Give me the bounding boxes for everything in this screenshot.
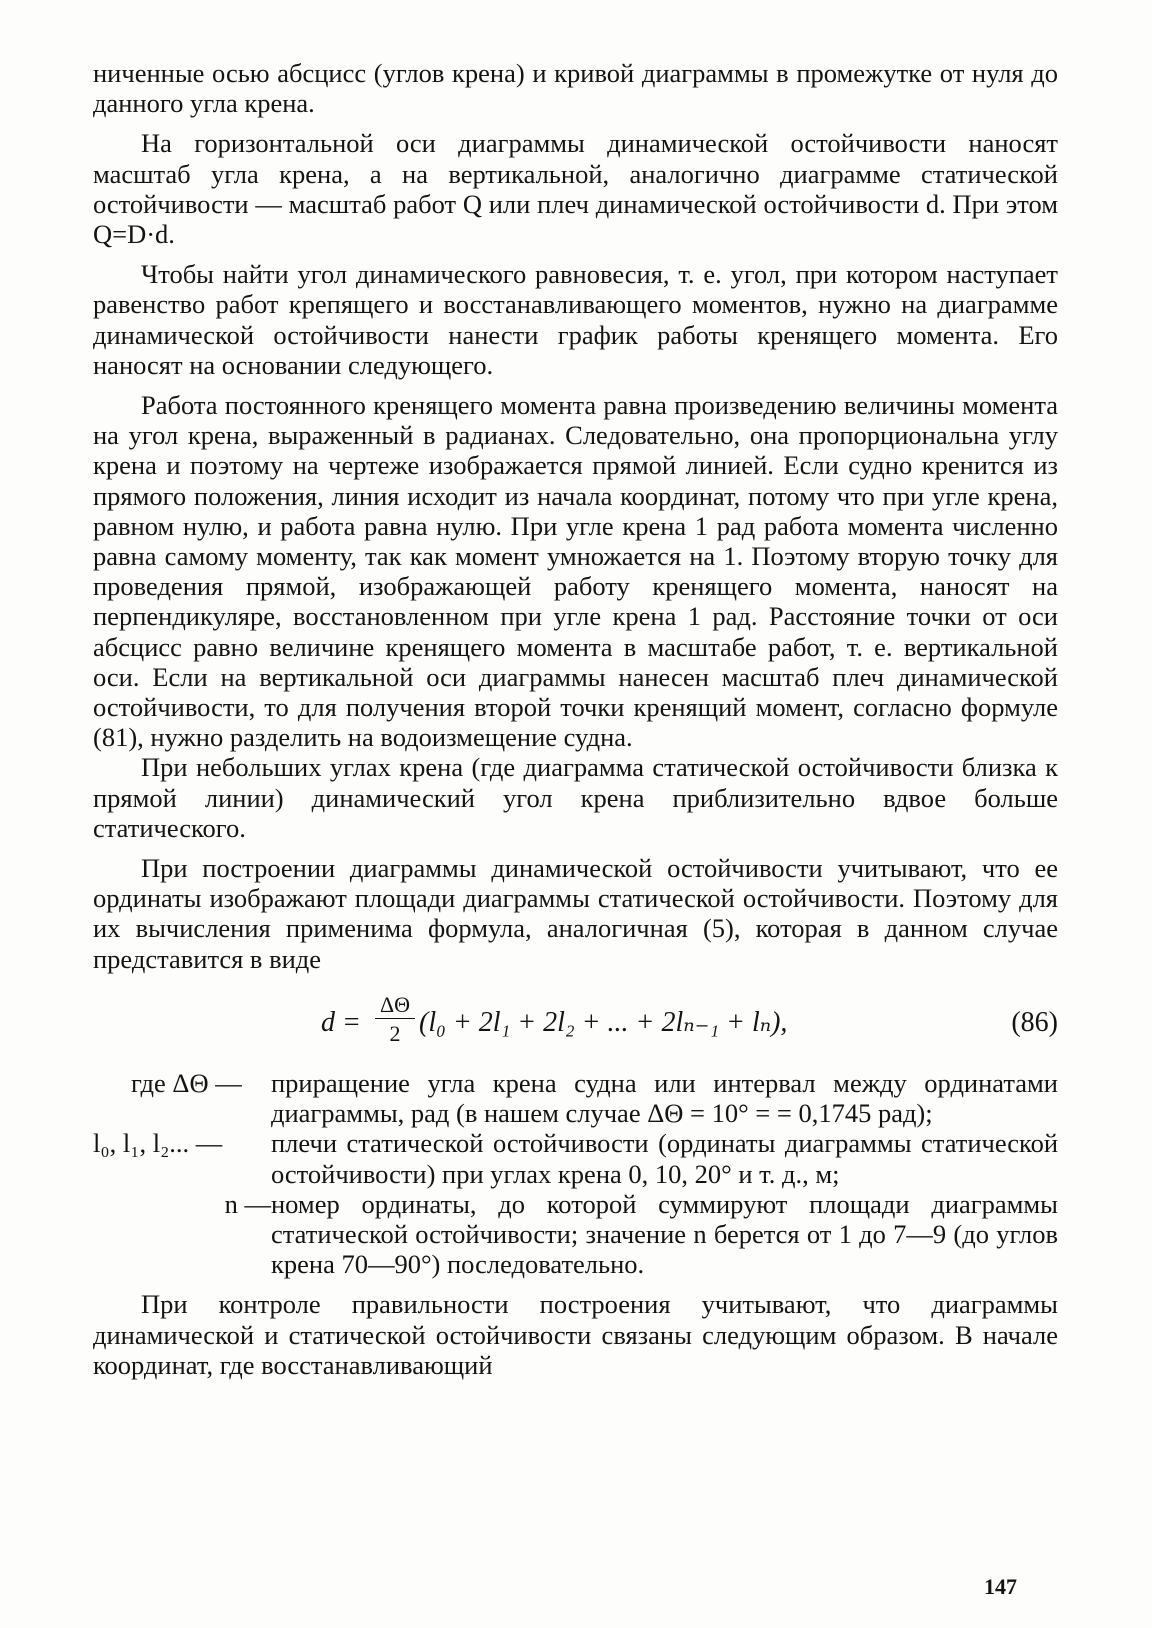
paragraph-continuation: ниченные осью абсцисс (углов крена) и кривой диаграммы в промежутке от нуля до данного угла крена. [93,58,1058,119]
formula-fraction [375,992,415,1046]
definitions-list [93,1068,1058,1279]
definition-term: n — [224,1188,271,1219]
paragraph-axes: На горизонтальной оси диаграммы динамической остойчивости наносят масштаб угла крена, а на вертикальной, аналогично диаграмме статической остойчивости — масштаб работ Q или плеч динамической остойчивости d. При этом Q=D·d. [93,128,1058,250]
formula-number: (86) [1011,1006,1058,1038]
definition-description: плечи статической остойчивости (ординаты диаграммы статической остойчивости) при углах крена 0, 10, 20° и т. д., м; [271,1128,1058,1189]
text-column [93,58,1058,1380]
definition-item [93,1189,1058,1280]
fraction-numerator: ΔΘ [375,992,415,1019]
definition-item [93,1068,1058,1128]
definition-description: приращение угла крена судна или интервал между ординатами диаграммы, рад (в нашем случае ΔΘ = 10° = = 0,1745 рад); [271,1067,1058,1129]
paragraph-small-angles: При небольших углах крена (где диаграмма статической остойчивости близка к прямой линии) динамический угол крена приблизительно вдвое больше статического. [93,752,1058,843]
fraction-denominator: 2 [389,1020,401,1046]
definition-description: номер ординаты, до которой суммируют площади диаграммы статической остойчивости; значение n берется от 1 до 7—9 (до углов крена 70—90°) последовательно. [271,1188,1058,1280]
definition-term: l₀, l₁, l₂... — [93,1128,223,1159]
paragraph-construction: При построении диаграммы динамической остойчивости учитывают, что ее ординаты изображают площади диаграммы статической остойчивости. Поэтому для их вычисления применима формула, аналогичная (5), которая в данном случае представится в виде [93,853,1058,974]
paragraph-heeling-work: Работа постоянного кренящего момента равна произведению величины момента на угол крена, выраженный в радианах. Следовательно, она пропорциональна углу крена и поэтому на чертеже изображается прямой линией. Если судно кренится из прямого положения, линия исходит из начала координат, потому что при угле крена, равном нулю, и работа равна нулю. При угле крена 1 рад работа момента численно равна самому моменту, так как момент умножается на 1. Поэтому вторую точку для проведения прямой, изображающей работу кренящего момента, наносят на перпендикуляре, восстановленном при угле крена 1 рад. Расстояние точки от оси абсцисс равно величине кренящего момента в масштабе работ, т. е. вертикальной оси. Если на вертикальной оси диаграммы нанесен масштаб плеч динамической остойчивости, то для получения второй точки кренящий момент, согласно формуле (81), нужно разделить на водоизмещение судна. [93,390,1058,753]
paragraph-control: При контроле правильности построения учитывают, что диаграммы динамической и статической остойчивости связаны следующим образом. В начале координат, где восстанавливающий [93,1289,1058,1380]
formula-86 [93,992,1058,1058]
paragraph-equilibrium-angle: Чтобы найти угол динамического равновесия, т. е. угол, при котором наступает равенство работ крепящего и восстанавливающего моментов, нужно на диаграмме динамической остойчивости нанести график работы кренящего момента. Его наносят на основании следующего. [93,259,1058,380]
definition-term: где ΔΘ — [131,1067,242,1098]
definition-item [93,1128,1058,1188]
formula-lhs: d = [321,1006,361,1038]
formula-rhs: (l₀ + 2l₁ + 2l₂ + ... + 2lₙ₋₁ + lₙ), [419,1006,788,1038]
page-number: 147 [984,1574,1017,1599]
